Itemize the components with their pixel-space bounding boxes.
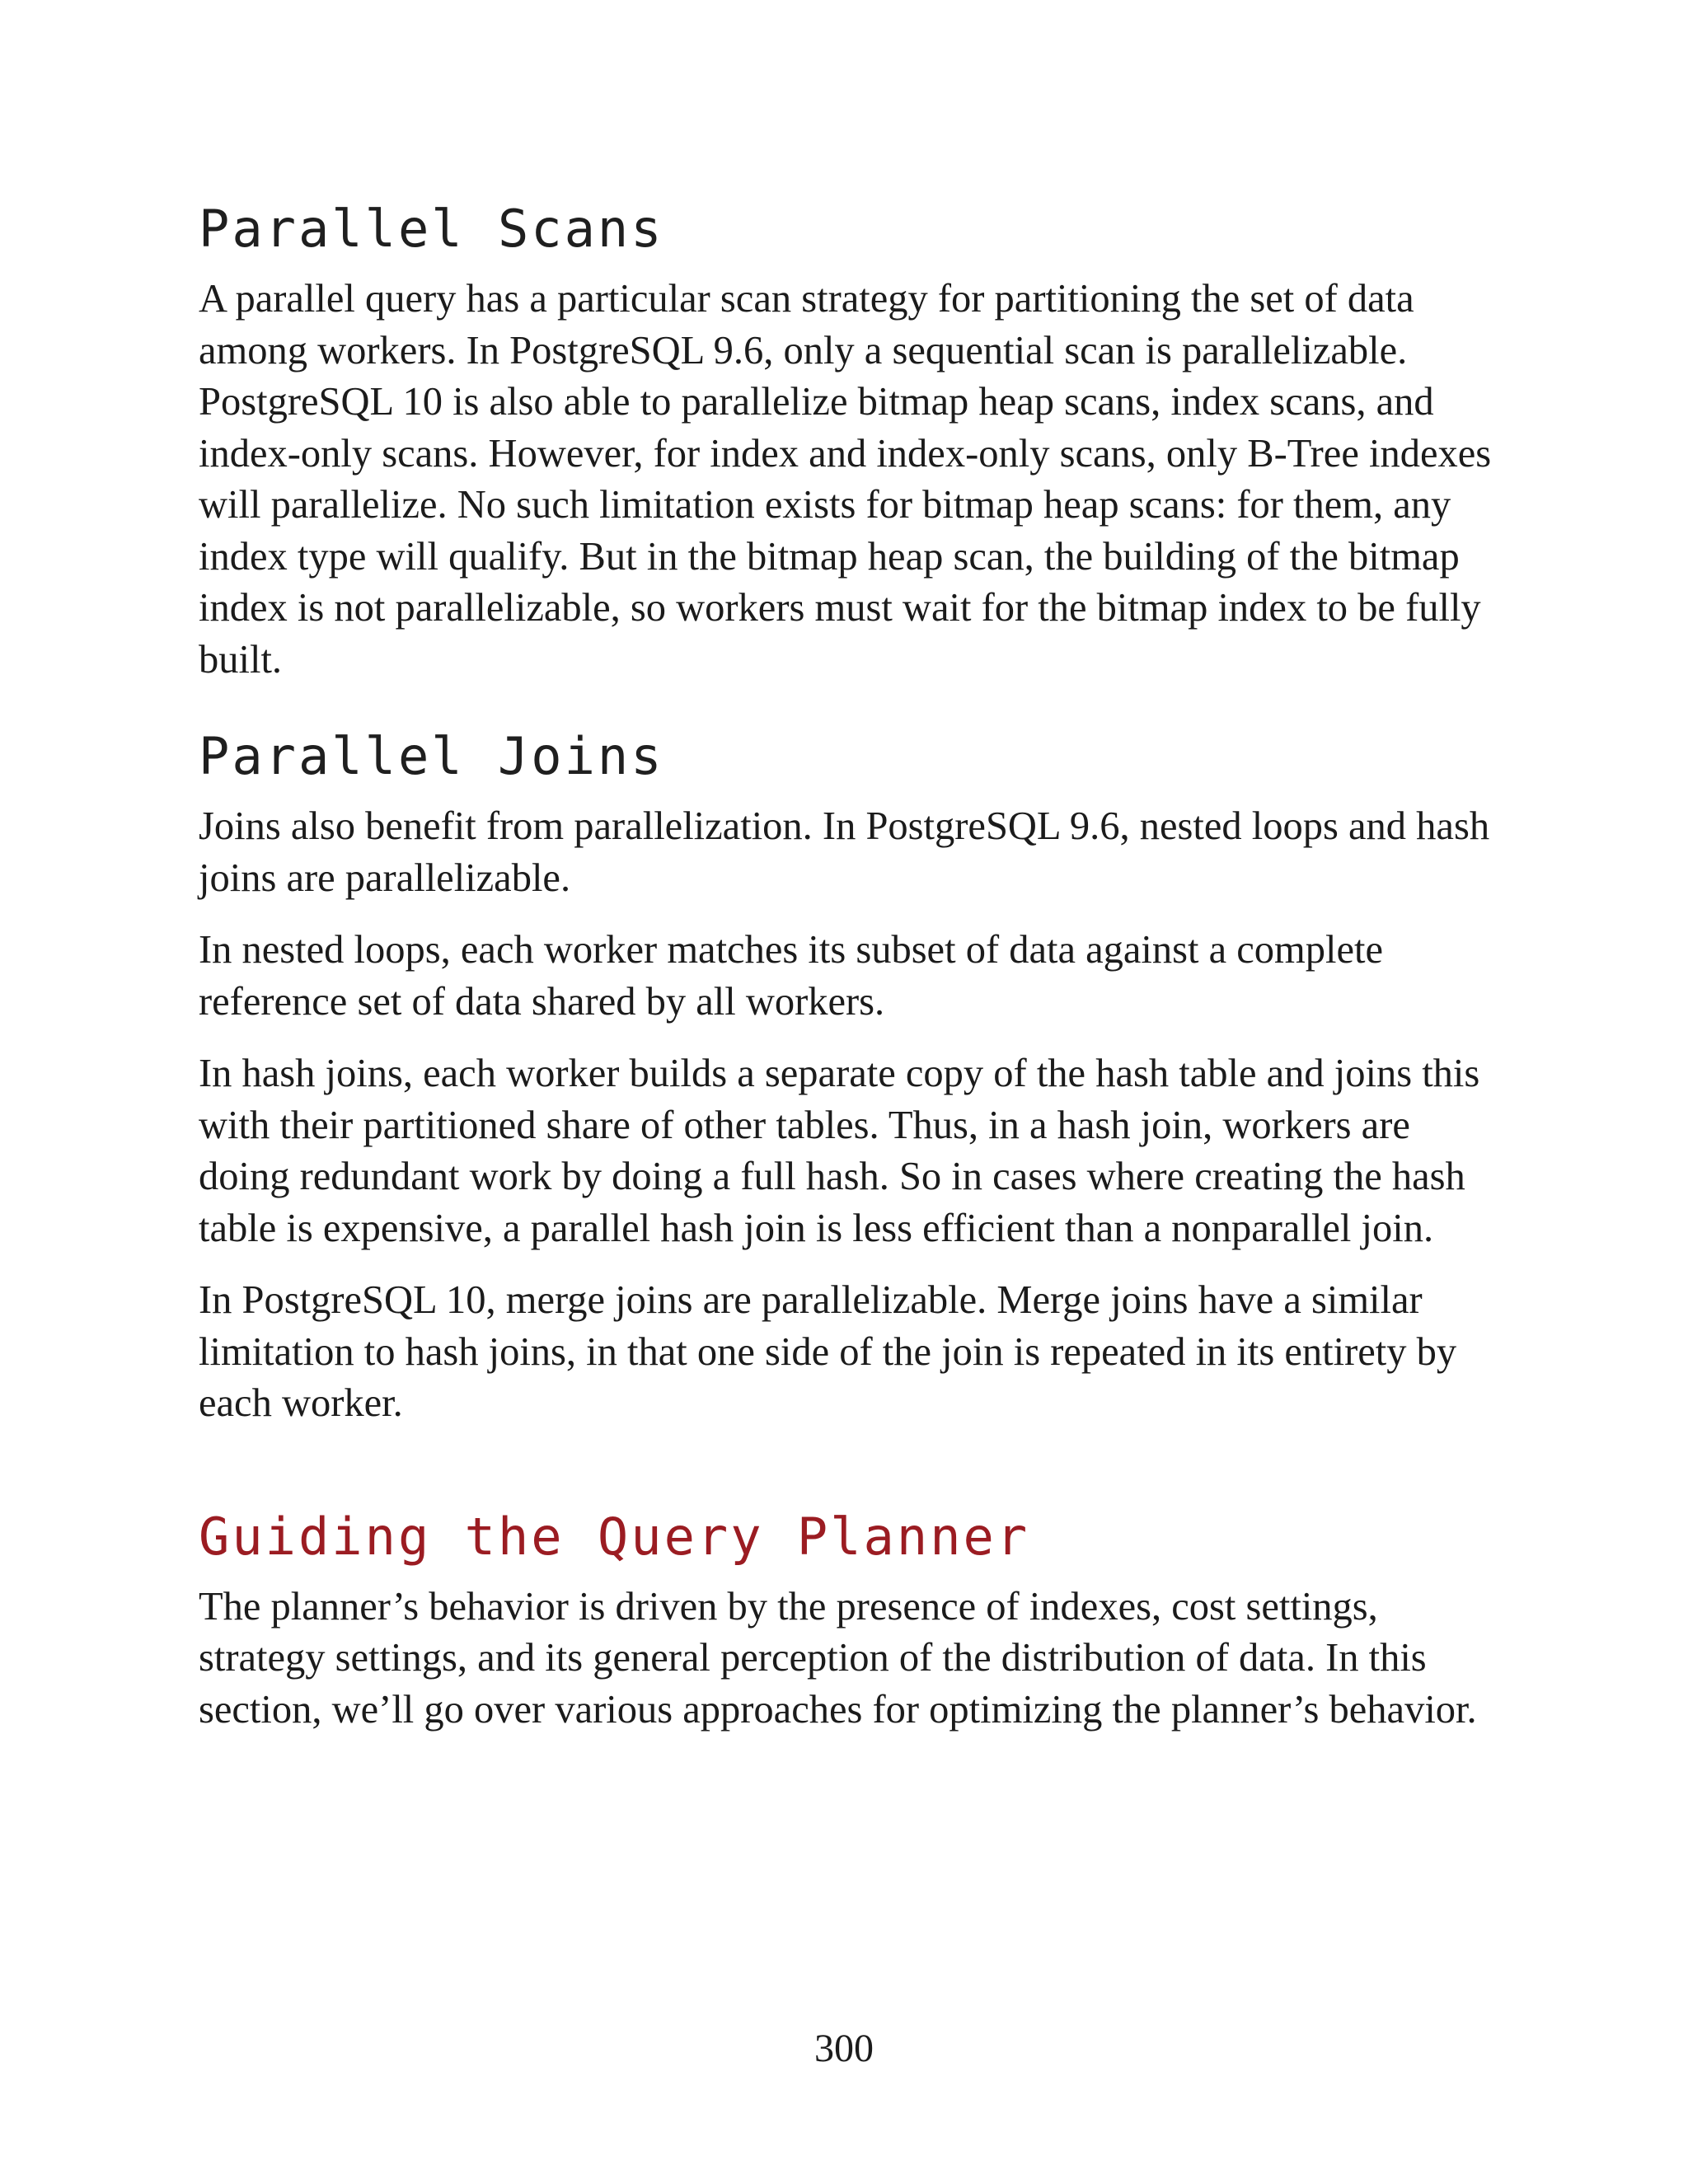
page-content <box>199 196 1501 1736</box>
page-number: 300 <box>814 2027 874 2070</box>
paragraph-merge-joins: In PostgreSQL 10, merge joins are parallelizable. Merge joins have a similar limitation to hash joins, in that one side of the join is repeated in its entirety by each worker. <box>199 1278 1457 1425</box>
section-heading-guiding-query-planner: Guiding the Query Planner <box>199 1506 1030 1567</box>
paragraph-parallel-scans: A parallel query has a particular scan strategy for partitioning the set of data among workers. In PostgreSQL 9.6, only a sequential scan is parallelizable. PostgreSQL 10 is also able to parallelize bitmap heap scans, index scans, and index-only scans. However, for index and index-only scans, only B-Tree indexes will parallelize. No such limitation exists for bitmap heap scans: for them, any index type will qualify. But in the bitmap heap scan, the building of the bitmap index is not parallelizable, so workers must wait for the bitmap index to be fully built. <box>199 277 1492 682</box>
paragraph-hash-joins: In hash joins, each worker builds a separate copy of the hash table and joins this with their partitioned share of other tables. Thus, in a hash join, workers are doing redundant work by doing a full hash. So in cases where creating the hash table is expensive, a parallel hash join is less efficient than a nonparallel join. <box>199 1052 1480 1250</box>
section-heading-parallel-joins: Parallel Joins <box>199 726 664 786</box>
paragraph-guiding-query-planner: The planner’s behavior is driven by the presence of indexes, cost settings, strategy settings, and its general perception of the distribution of data. In this section, we’ll go over various approaches for optimizing the planner’s behavior. <box>199 1584 1477 1732</box>
paragraph-nested-loops: In nested loops, each worker matches its subset of data against a complete reference set of data shared by all workers. <box>199 928 1384 1024</box>
section-heading-parallel-scans: Parallel Scans <box>199 199 664 259</box>
paragraph-parallel-joins-intro: Joins also benefit from parallelization. In PostgreSQL 9.6, nested loops and hash joins are parallelizable. <box>199 804 1490 900</box>
